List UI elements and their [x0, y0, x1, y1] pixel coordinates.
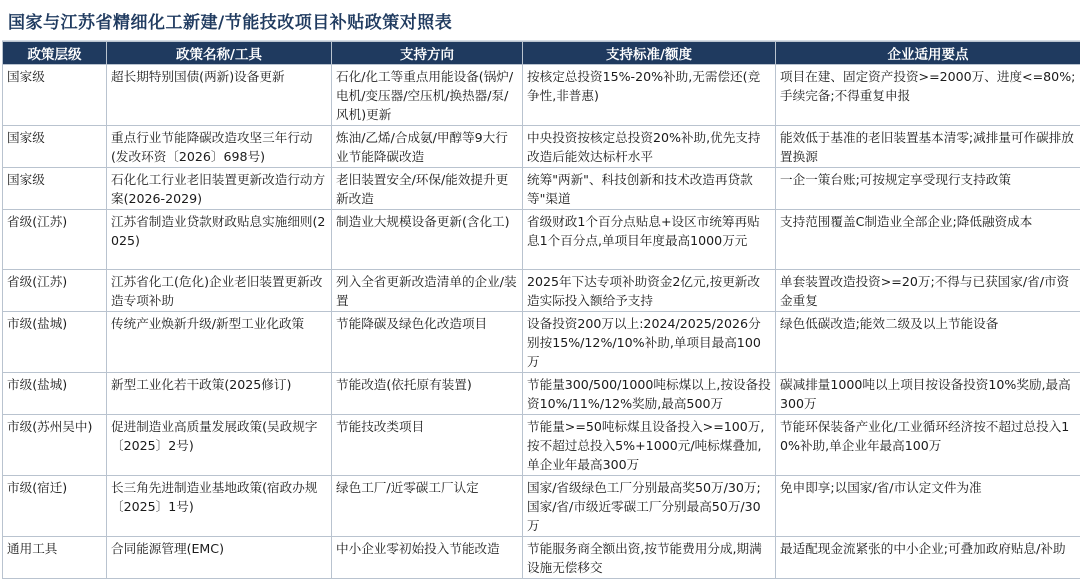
cell-policy-name[interactable]: 传统产业焕新升级/新型工业化政策: [107, 312, 332, 373]
cell-policy-name[interactable]: 江苏省制造业贷款财政贴息实施细则(2025): [107, 210, 332, 270]
cell-support-standard[interactable]: 2025年下达专项补助资金2亿元,按更新改造实际投入额给予支持: [523, 270, 776, 312]
cell-support-standard[interactable]: 节能量300/500/1000吨标煤以上,按设备投资10%/11%/12%奖励,最高500万: [523, 373, 776, 415]
cell-applicability[interactable]: 支持范围覆盖C制造业全部企业;降低融资成本: [776, 210, 1080, 270]
cell-support-direction[interactable]: 石化/化工等重点用能设备(锅炉/电机/变压器/空压机/换热器/泵/风机)更新: [332, 65, 523, 126]
table-row: [3, 65, 1080, 126]
cell-support-direction[interactable]: 中小企业零初始投入节能改造: [332, 537, 523, 579]
header-row: [3, 42, 1080, 65]
cell-policy-name[interactable]: 长三角先进制造业基地政策(宿政办规〔2025〕1号): [107, 476, 332, 537]
cell-applicability[interactable]: 最适配现金流紧张的中小企业;可叠加政府贴息/补助: [776, 537, 1080, 579]
table-row: [3, 537, 1080, 579]
table-row: [3, 415, 1080, 476]
cell-policy-level[interactable]: 市级(苏州吴中): [3, 415, 107, 476]
cell-policy-name[interactable]: 重点行业节能降碳改造攻坚三年行动(发改环资〔2026〕698号): [107, 126, 332, 168]
title-bar: [2, 0, 1080, 41]
table-row: [3, 373, 1080, 415]
cell-support-standard[interactable]: 统筹"两新"、科技创新和技术改造再贷款等"渠道: [523, 168, 776, 210]
cell-support-standard[interactable]: 按核定总投资15%-20%补助,无需偿还(竞争性,非普惠): [523, 65, 776, 126]
cell-applicability[interactable]: 一企一策台账;可按规定享受现行支持政策: [776, 168, 1080, 210]
cell-policy-level[interactable]: 国家级: [3, 168, 107, 210]
table-row: [3, 270, 1080, 312]
table-row: [3, 168, 1080, 210]
cell-applicability[interactable]: 单套装置改造投资>=20万;不得与已获国家/省/市资金重复: [776, 270, 1080, 312]
cell-support-standard[interactable]: 节能量>=50吨标煤且设备投入>=100万,按不超过总投入5%+1000元/吨标煤叠加,单企业年最高300万: [523, 415, 776, 476]
cell-applicability[interactable]: 绿色低碳改造;能效二级及以上节能设备: [776, 312, 1080, 373]
cell-policy-level[interactable]: 省级(江苏): [3, 210, 107, 270]
table-row: [3, 126, 1080, 168]
cell-applicability[interactable]: 能效低于基准的老旧装置基本清零;减排量可作碳排放置换源: [776, 126, 1080, 168]
cell-policy-level[interactable]: 省级(江苏): [3, 270, 107, 312]
header-policy-name[interactable]: 政策名称/工具: [107, 42, 332, 65]
header-support-direction[interactable]: 支持方向: [332, 42, 523, 65]
cell-support-standard[interactable]: 中央投资按核定总投资20%补助,优先支持改造后能效达标杆水平: [523, 126, 776, 168]
table-row: [3, 210, 1080, 270]
cell-policy-level[interactable]: 通用工具: [3, 537, 107, 579]
table-row: [3, 476, 1080, 537]
cell-policy-name[interactable]: 新型工业化若干政策(2025修订): [107, 373, 332, 415]
cell-policy-name[interactable]: 促进制造业高质量发展政策(吴政规字〔2025〕2号): [107, 415, 332, 476]
cell-support-standard[interactable]: 省级财政1个百分点贴息+设区市统筹再贴息1个百分点,单项目年度最高1000万元: [523, 210, 776, 270]
header-support-standard[interactable]: 支持标准/额度: [523, 42, 776, 65]
header-applicability[interactable]: 企业适用要点: [776, 42, 1080, 65]
cell-support-standard[interactable]: 节能服务商全额出资,按节能费用分成,期满设施无偿移交: [523, 537, 776, 579]
cell-applicability[interactable]: 项目在建、固定资产投资>=2000万、进度<=80%;手续完备;不得重复申报: [776, 65, 1080, 126]
cell-applicability[interactable]: 碳减排量1000吨以上项目按设备投资10%奖励,最高300万: [776, 373, 1080, 415]
cell-policy-level[interactable]: 市级(宿迁): [3, 476, 107, 537]
cell-support-standard[interactable]: 设备投资200万以上:2024/2025/2026分别按15%/12%/10%补助,单项目最高100万: [523, 312, 776, 373]
cell-support-direction[interactable]: 老旧装置安全/环保/能效提升更新改造: [332, 168, 523, 210]
cell-applicability[interactable]: 节能环保装备产业化/工业循环经济按不超过总投入10%补助,单企业年最高100万: [776, 415, 1080, 476]
cell-policy-name[interactable]: 超长期特别国债(两新)设备更新: [107, 65, 332, 126]
sheet-title[interactable]: 国家与江苏省精细化工新建/节能技改项目补贴政策对照表: [8, 12, 453, 33]
header-policy-level[interactable]: 政策层级: [3, 42, 107, 65]
cell-policy-level[interactable]: 国家级: [3, 126, 107, 168]
cell-applicability[interactable]: 免申即享;以国家/省/市认定文件为准: [776, 476, 1080, 537]
cell-policy-name[interactable]: 合同能源管理(EMC): [107, 537, 332, 579]
cell-policy-level[interactable]: 市级(盐城): [3, 312, 107, 373]
cell-support-direction[interactable]: 列入全省更新改造清单的企业/装置: [332, 270, 523, 312]
cell-policy-name[interactable]: 石化化工行业老旧装置更新改造行动方案(2026-2029): [107, 168, 332, 210]
cell-policy-level[interactable]: 国家级: [3, 65, 107, 126]
cell-support-standard[interactable]: 国家/省级绿色工厂分别最高奖50万/30万;国家/省/市级近零碳工厂分别最高50万/30万: [523, 476, 776, 537]
cell-policy-level[interactable]: 市级(盐城): [3, 373, 107, 415]
cell-support-direction[interactable]: 节能技改类项目: [332, 415, 523, 476]
cell-support-direction[interactable]: 炼油/乙烯/合成氨/甲醇等9大行业节能降碳改造: [332, 126, 523, 168]
cell-support-direction[interactable]: 节能改造(依托原有装置): [332, 373, 523, 415]
cell-policy-name[interactable]: 江苏省化工(危化)企业老旧装置更新改造专项补助: [107, 270, 332, 312]
policy-table: [2, 41, 1080, 579]
cell-support-direction[interactable]: 制造业大规模设备更新(含化工): [332, 210, 523, 270]
cell-support-direction[interactable]: 绿色工厂/近零碳工厂认定: [332, 476, 523, 537]
cell-support-direction[interactable]: 节能降碳及绿色化改造项目: [332, 312, 523, 373]
table-row: [3, 312, 1080, 373]
